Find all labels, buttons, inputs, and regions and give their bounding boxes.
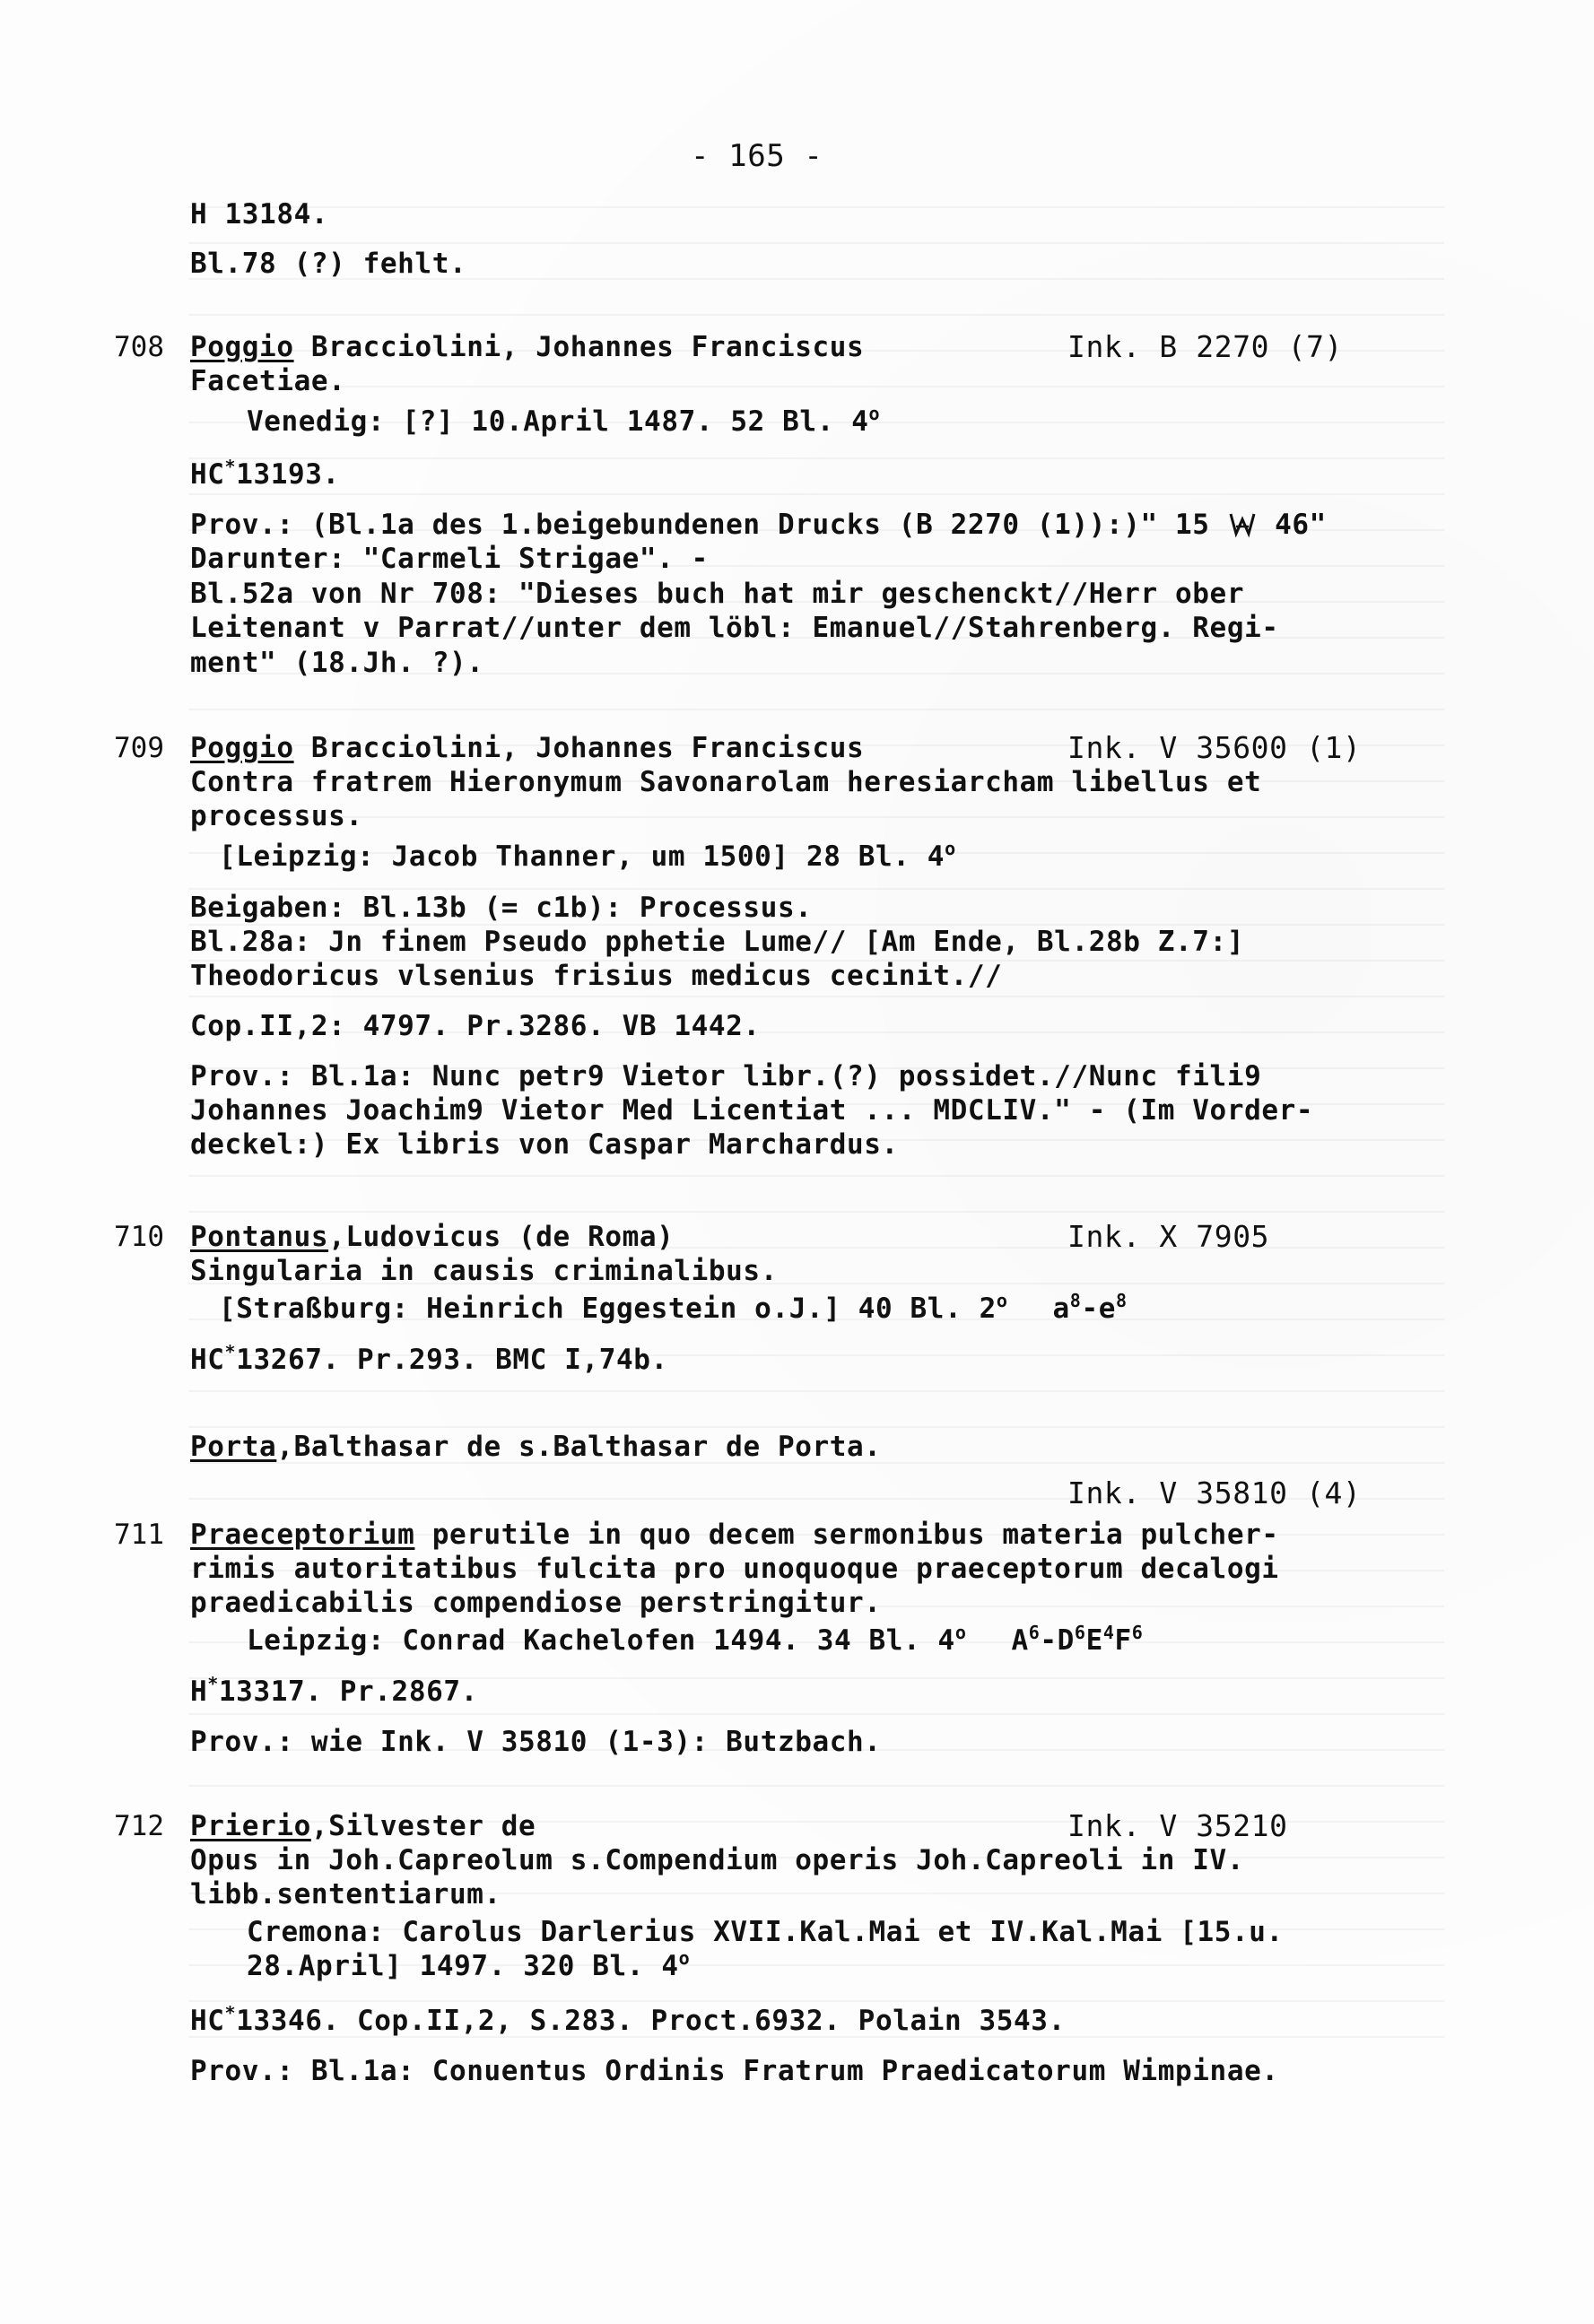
author-surname: Pontanus	[190, 1221, 329, 1253]
author-surname: Prierio	[190, 1810, 311, 1842]
ref-number: 13193.	[236, 458, 340, 491]
imprint-text: [Leipzig: Jacob Thanner, um 1500] 28 Bl. 4	[219, 840, 945, 873]
imprint-text: 28.April] 1497. 320 Bl. 4	[247, 1950, 679, 1982]
collation-sup: 8	[1069, 1290, 1082, 1311]
collation-f: F	[1114, 1624, 1132, 1657]
asterisk: *	[224, 1341, 237, 1362]
author-rest: ,Silvester de	[310, 1810, 536, 1842]
prev-ref: H 13184.	[190, 198, 329, 231]
heading-name: Porta	[190, 1431, 277, 1463]
entry-number-708: 708	[114, 331, 164, 363]
title-catchword: Praeceptorium	[190, 1519, 415, 1551]
ref-prefix: HC	[190, 2005, 225, 2037]
ref-number: 13267. Pr.293. BMC I,74b.	[236, 1344, 668, 1376]
entry-709-prov-1: Prov.: Bl.1a: Nunc petr9 Vietor libr.(?) possidet.//Nunc fili9	[190, 1060, 1262, 1092]
cross-reference-porta	[190, 1430, 882, 1464]
entry-708-prov-3: Bl.52a von Nr 708: "Dieses buch hat mir geschenckt//Herr ober	[190, 578, 1245, 610]
author-surname: Poggio	[190, 331, 294, 363]
entry-711-ref	[190, 1675, 478, 1709]
entry-712-title-1: Opus in Joh.Capreolum s.Compendium operis Joh.Capreoli in IV.	[190, 1844, 1245, 1876]
entry-709-title-1: Contra fratrem Hieronymum Savonarolam heresiarcham libellus et	[190, 766, 1262, 798]
ref-number: 13346. Cop.II,2, S.283. Proct.6932. Polain 3543.	[236, 2005, 1066, 2037]
collation-d: -D	[1040, 1624, 1075, 1657]
collation-sup: 4	[1102, 1622, 1115, 1643]
entry-709-prov-2: Johannes Joachim9 Vietor Med Licentiat ... MDCLIV." - (Im Vorder-	[190, 1094, 1314, 1127]
collation-sup: 6	[1074, 1622, 1086, 1643]
format-sup: o	[954, 1622, 967, 1643]
entry-708-heading	[190, 330, 864, 364]
heading-rest: ,Balthasar de s.Balthasar de Porta.	[276, 1431, 882, 1463]
entry-709-bl28a: Bl.28a: Jn finem Pseudo pphetie Lume// [Am Ende, Bl.28b Z.7:]	[190, 926, 1245, 958]
entry-711-prov: Prov.: wie Ink. V 35810 (1-3): Butzbach.	[190, 1726, 882, 1758]
format-sup: o	[868, 403, 881, 424]
entry-708-prov-1	[190, 508, 1327, 542]
author-rest: ,Ludovicus (de Roma)	[328, 1221, 675, 1253]
entry-709-cop: Cop.II,2: 4797. Pr.3286. VB 1442.	[190, 1010, 761, 1042]
entry-712-ref	[190, 2004, 1066, 2038]
entry-708-title: Facetiae.	[190, 365, 346, 397]
monogram-mark-icon	[1227, 510, 1258, 539]
entry-710-ref	[190, 1343, 668, 1377]
author-surname: Poggio	[190, 732, 294, 764]
entry-711-imprint	[247, 1623, 1143, 1658]
entry-709-prov-3: deckel:) Ex libris von Caspar Marchardus.	[190, 1128, 899, 1161]
entry-712-imprint-1: Cremona: Carolus Darlerius XVII.Kal.Mai et IV.Kal.Mai [15.u.	[247, 1916, 1284, 1948]
asterisk: *	[224, 456, 237, 477]
entry-710-title: Singularia in causis criminalibus.	[190, 1255, 778, 1287]
entry-number-711: 711	[114, 1519, 164, 1551]
entry-709-imprint	[219, 840, 956, 874]
entry-708-ref	[190, 457, 340, 492]
collation-sup: 8	[1115, 1290, 1128, 1311]
prov-text: Prov.: (Bl.1a des 1.beigebundenen Drucks (B 2270 (1)):)" 15	[190, 509, 1227, 541]
format-sup: o	[678, 1947, 691, 1969]
prov-end: 46"	[1257, 509, 1327, 541]
entry-712-imprint-2	[247, 1949, 690, 1983]
entry-712-shelfmark: Ink. V 35210	[1067, 1808, 1288, 1843]
imprint-text: [Straßburg: Heinrich Eggestein o.J.] 40 Bl. 2	[219, 1293, 997, 1325]
prev-note: Bl.78 (?) fehlt.	[190, 248, 467, 280]
collation-start: a	[1052, 1293, 1070, 1325]
asterisk: *	[207, 1673, 219, 1694]
entry-712-prov: Prov.: Bl.1a: Conuentus Ordinis Fratrum Praedicatorum Wimpinae.	[190, 2055, 1279, 2087]
collation-sup: 6	[1028, 1622, 1041, 1643]
ref-prefix: HC	[190, 458, 225, 491]
entry-709-beigaben: Beigaben: Bl.13b (= c1b): Processus.	[190, 892, 813, 924]
collation-a: A	[1011, 1624, 1029, 1657]
ref-number: 13317. Pr.2867.	[218, 1676, 478, 1708]
imprint-text: Leipzig: Conrad Kachelofen 1494. 34 Bl. 4	[247, 1624, 955, 1657]
entry-712-title-2: libb.sententiarum.	[190, 1878, 501, 1911]
entry-number-712: 712	[114, 1810, 164, 1842]
author-rest: Bracciolini, Johannes Franciscus	[293, 331, 865, 363]
entry-708-imprint	[247, 405, 880, 439]
entry-709-heading	[190, 731, 864, 765]
entry-710-heading	[190, 1220, 674, 1254]
page-number: - 165 -	[691, 138, 823, 174]
entry-712-heading	[190, 1809, 536, 1843]
author-rest: Bracciolini, Johannes Franciscus	[293, 732, 865, 764]
imprint-text: Venedig: [?] 10.April 1487. 52 Bl. 4	[247, 405, 869, 438]
entry-711-title-2: rimis autoritatibus fulcita pro unoquoque praeceptorum decalogi	[190, 1553, 1279, 1585]
ref-prefix: HC	[190, 1344, 225, 1376]
entry-708-prov-4: Leitenant v Parrat//unter dem löbl: Emanuel//Stahrenberg. Regi-	[190, 612, 1279, 644]
collation-sup: 6	[1131, 1622, 1144, 1643]
entry-708-prov-5: ment" (18.Jh. ?).	[190, 647, 484, 679]
entry-number-710: 710	[114, 1221, 164, 1253]
entry-708-shelfmark: Ink. B 2270 (7)	[1067, 329, 1344, 364]
entry-711-shelfmark: Ink. V 35810 (4)	[1067, 1475, 1362, 1510]
entry-709-theodoricus: Theodoricus vlsenius frisius medicus cecinit.//	[190, 960, 1003, 992]
entry-711-title-3: praedicabilis compendiose perstringitur.	[190, 1587, 882, 1619]
collation-e: E	[1085, 1624, 1103, 1657]
entry-708-prov-2: Darunter: "Carmeli Strigae". -	[190, 543, 709, 575]
entry-number-709: 709	[114, 732, 164, 764]
ref-prefix: H	[190, 1676, 208, 1708]
format-sup: o	[996, 1290, 1008, 1311]
asterisk: *	[224, 2002, 237, 2024]
entry-709-shelfmark: Ink. V 35600 (1)	[1067, 730, 1362, 765]
entry-710-shelfmark: Ink. X 7905	[1067, 1219, 1270, 1254]
entry-711-heading	[190, 1518, 1279, 1552]
title-rest: perutile in quo decem sermonibus materia pulcher-	[414, 1519, 1279, 1551]
entry-709-title-2: processus.	[190, 800, 363, 832]
entry-710-imprint	[219, 1292, 1128, 1326]
format-sup: o	[945, 838, 956, 859]
collation-end: -e	[1081, 1293, 1116, 1325]
